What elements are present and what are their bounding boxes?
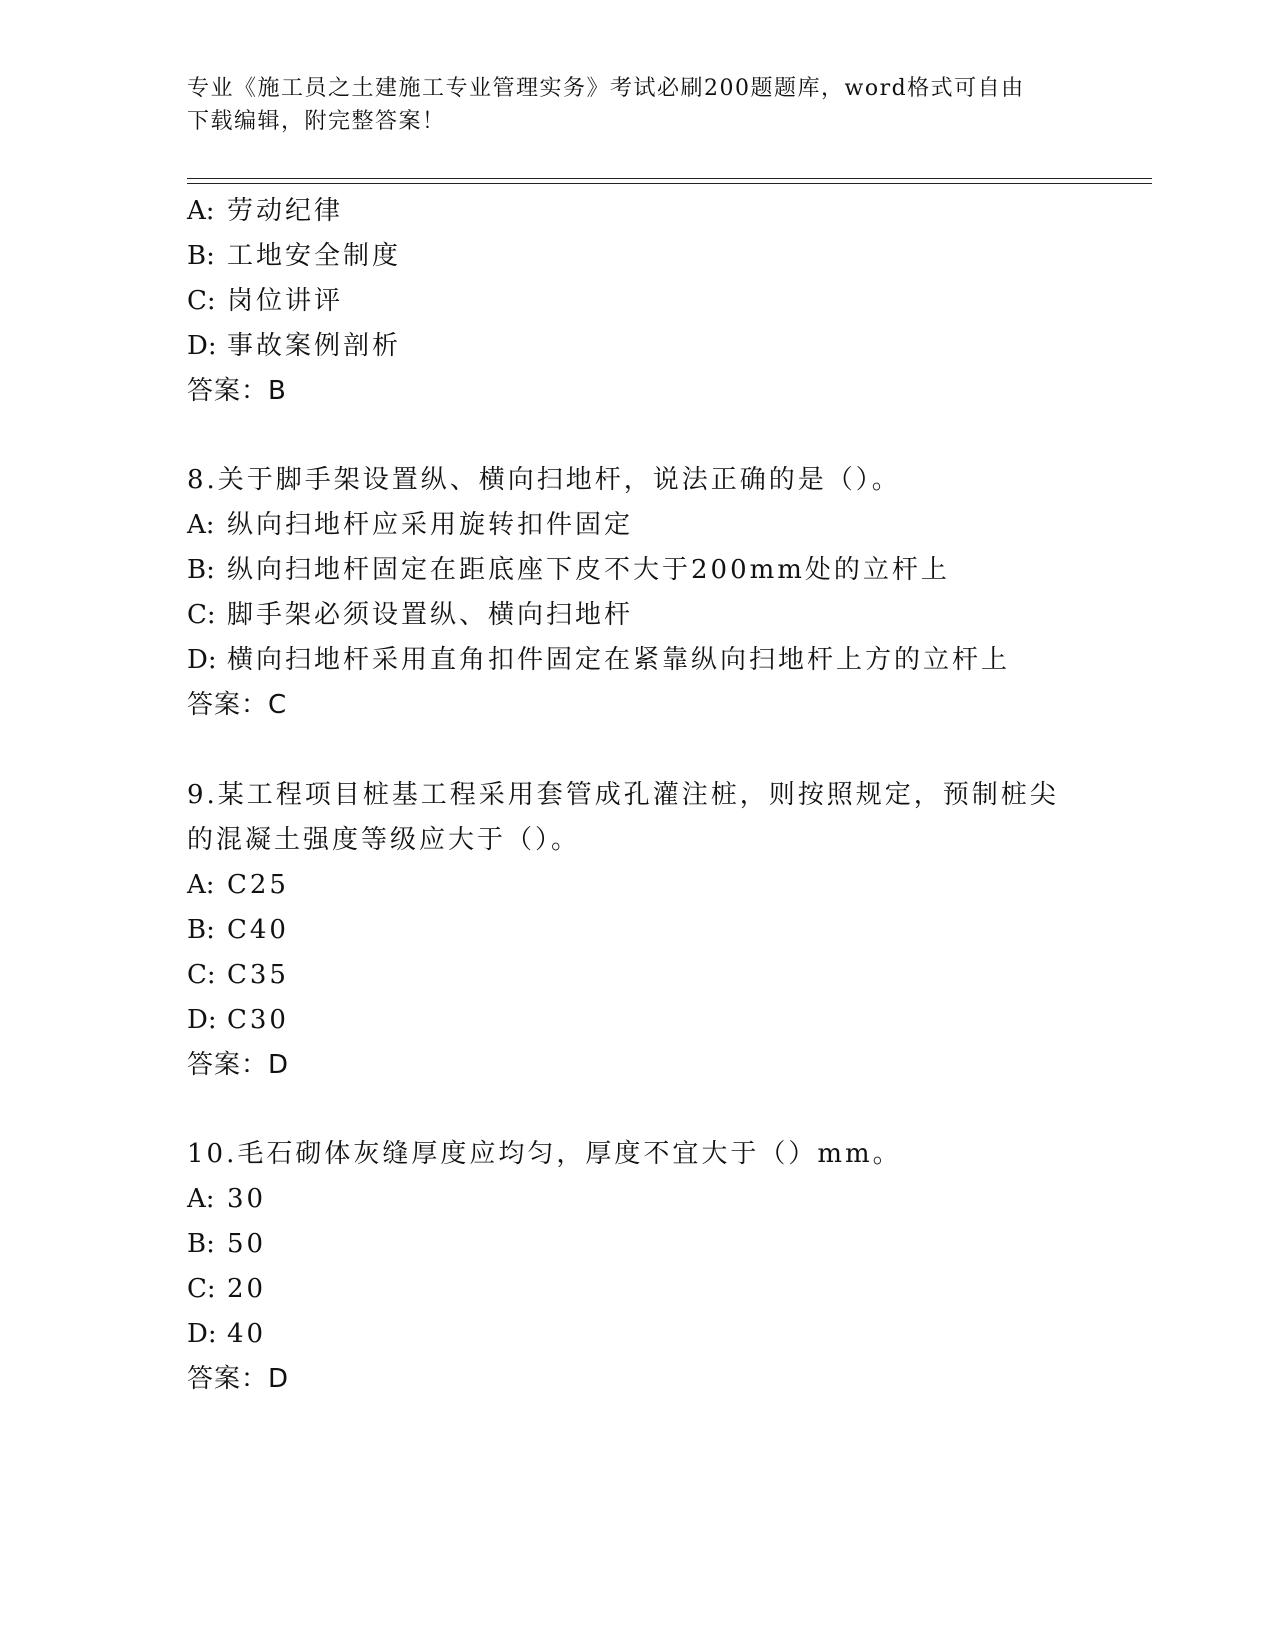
option-text: 40 (227, 1319, 267, 1349)
option-text: 纵向扫地杆应采用旋转扣件固定 (227, 510, 634, 540)
option-text: C40 (227, 915, 289, 945)
option-letter: A: (187, 196, 215, 226)
option-text: C25 (227, 870, 289, 900)
option-letter: B: (187, 915, 215, 945)
option-text: 岗位讲评 (227, 286, 344, 316)
q7-option-a (187, 194, 343, 228)
q9-option-a (187, 868, 289, 902)
option-text: 20 (227, 1274, 267, 1304)
q10-option-a (187, 1182, 266, 1216)
option-text: 纵向扫地杆固定在距底座下皮不大于200mm处的立杆上 (227, 555, 950, 585)
option-letter: D: (187, 331, 217, 361)
q9-stem-line-2: 的混凝土强度等级应大于（）。 (187, 825, 581, 855)
q9-option-c (187, 958, 289, 992)
option-letter: B: (187, 555, 215, 585)
q10-option-c (187, 1272, 266, 1306)
q8-option-c (187, 598, 633, 632)
option-letter: C: (187, 1274, 216, 1304)
q10-option-b (187, 1227, 266, 1261)
q10-answer: 答案：D (187, 1364, 290, 1394)
q8-stem: 8.关于脚手架设置纵、横向扫地杆，说法正确的是（）。 (187, 465, 901, 495)
option-letter: D: (187, 1319, 217, 1349)
option-text: 脚手架必须设置纵、横向扫地杆 (227, 600, 634, 630)
document-header (187, 72, 1067, 138)
option-letter: C: (187, 286, 216, 316)
option-text: C30 (227, 1005, 289, 1035)
option-letter: B: (187, 241, 215, 271)
option-text: 劳动纪律 (227, 196, 344, 226)
q8-answer: 答案：C (187, 690, 288, 720)
option-letter: D: (187, 1005, 217, 1035)
option-letter: B: (187, 1229, 215, 1259)
header-divider-bottom (187, 183, 1152, 184)
q7-answer: 答案：B (187, 376, 287, 406)
option-letter: A: (187, 1184, 215, 1214)
q10-stem: 10.毛石砌体灰缝厚度应均匀，厚度不宜大于（）mm。 (187, 1139, 902, 1169)
option-text: C35 (227, 960, 289, 990)
option-letter: A: (187, 510, 215, 540)
option-text: 30 (227, 1184, 267, 1214)
option-letter: A: (187, 870, 215, 900)
option-letter: C: (187, 600, 216, 630)
option-text: 事故案例剖析 (227, 331, 402, 361)
header-line-1: 专业《施工员之土建施工专业管理实务》考试必刷200题题库，word格式可自由 (187, 76, 1025, 101)
q7-option-b (187, 239, 401, 273)
option-letter: D: (187, 645, 217, 675)
q8-option-a (187, 508, 633, 542)
q9-option-b (187, 913, 289, 947)
option-text: 工地安全制度 (227, 241, 402, 271)
header-line-2: 下载编辑，附完整答案！ (187, 109, 446, 134)
q7-option-c (187, 284, 343, 318)
q8-option-d (187, 643, 1010, 677)
option-letter: C: (187, 960, 216, 990)
q10-option-d (187, 1317, 266, 1351)
option-text: 横向扫地杆采用直角扣件固定在紧靠纵向扫地杆上方的立杆上 (227, 645, 1011, 675)
header-divider-top (187, 178, 1152, 179)
q9-option-d (187, 1003, 289, 1037)
option-text: 50 (227, 1229, 267, 1259)
q9-stem-line-1: 9.某工程项目桩基工程采用套管成孔灌注桩，则按照规定，预制桩尖 (187, 780, 1059, 810)
q9-answer: 答案：D (187, 1050, 290, 1080)
q8-option-b (187, 553, 950, 587)
q7-option-d (187, 329, 401, 363)
